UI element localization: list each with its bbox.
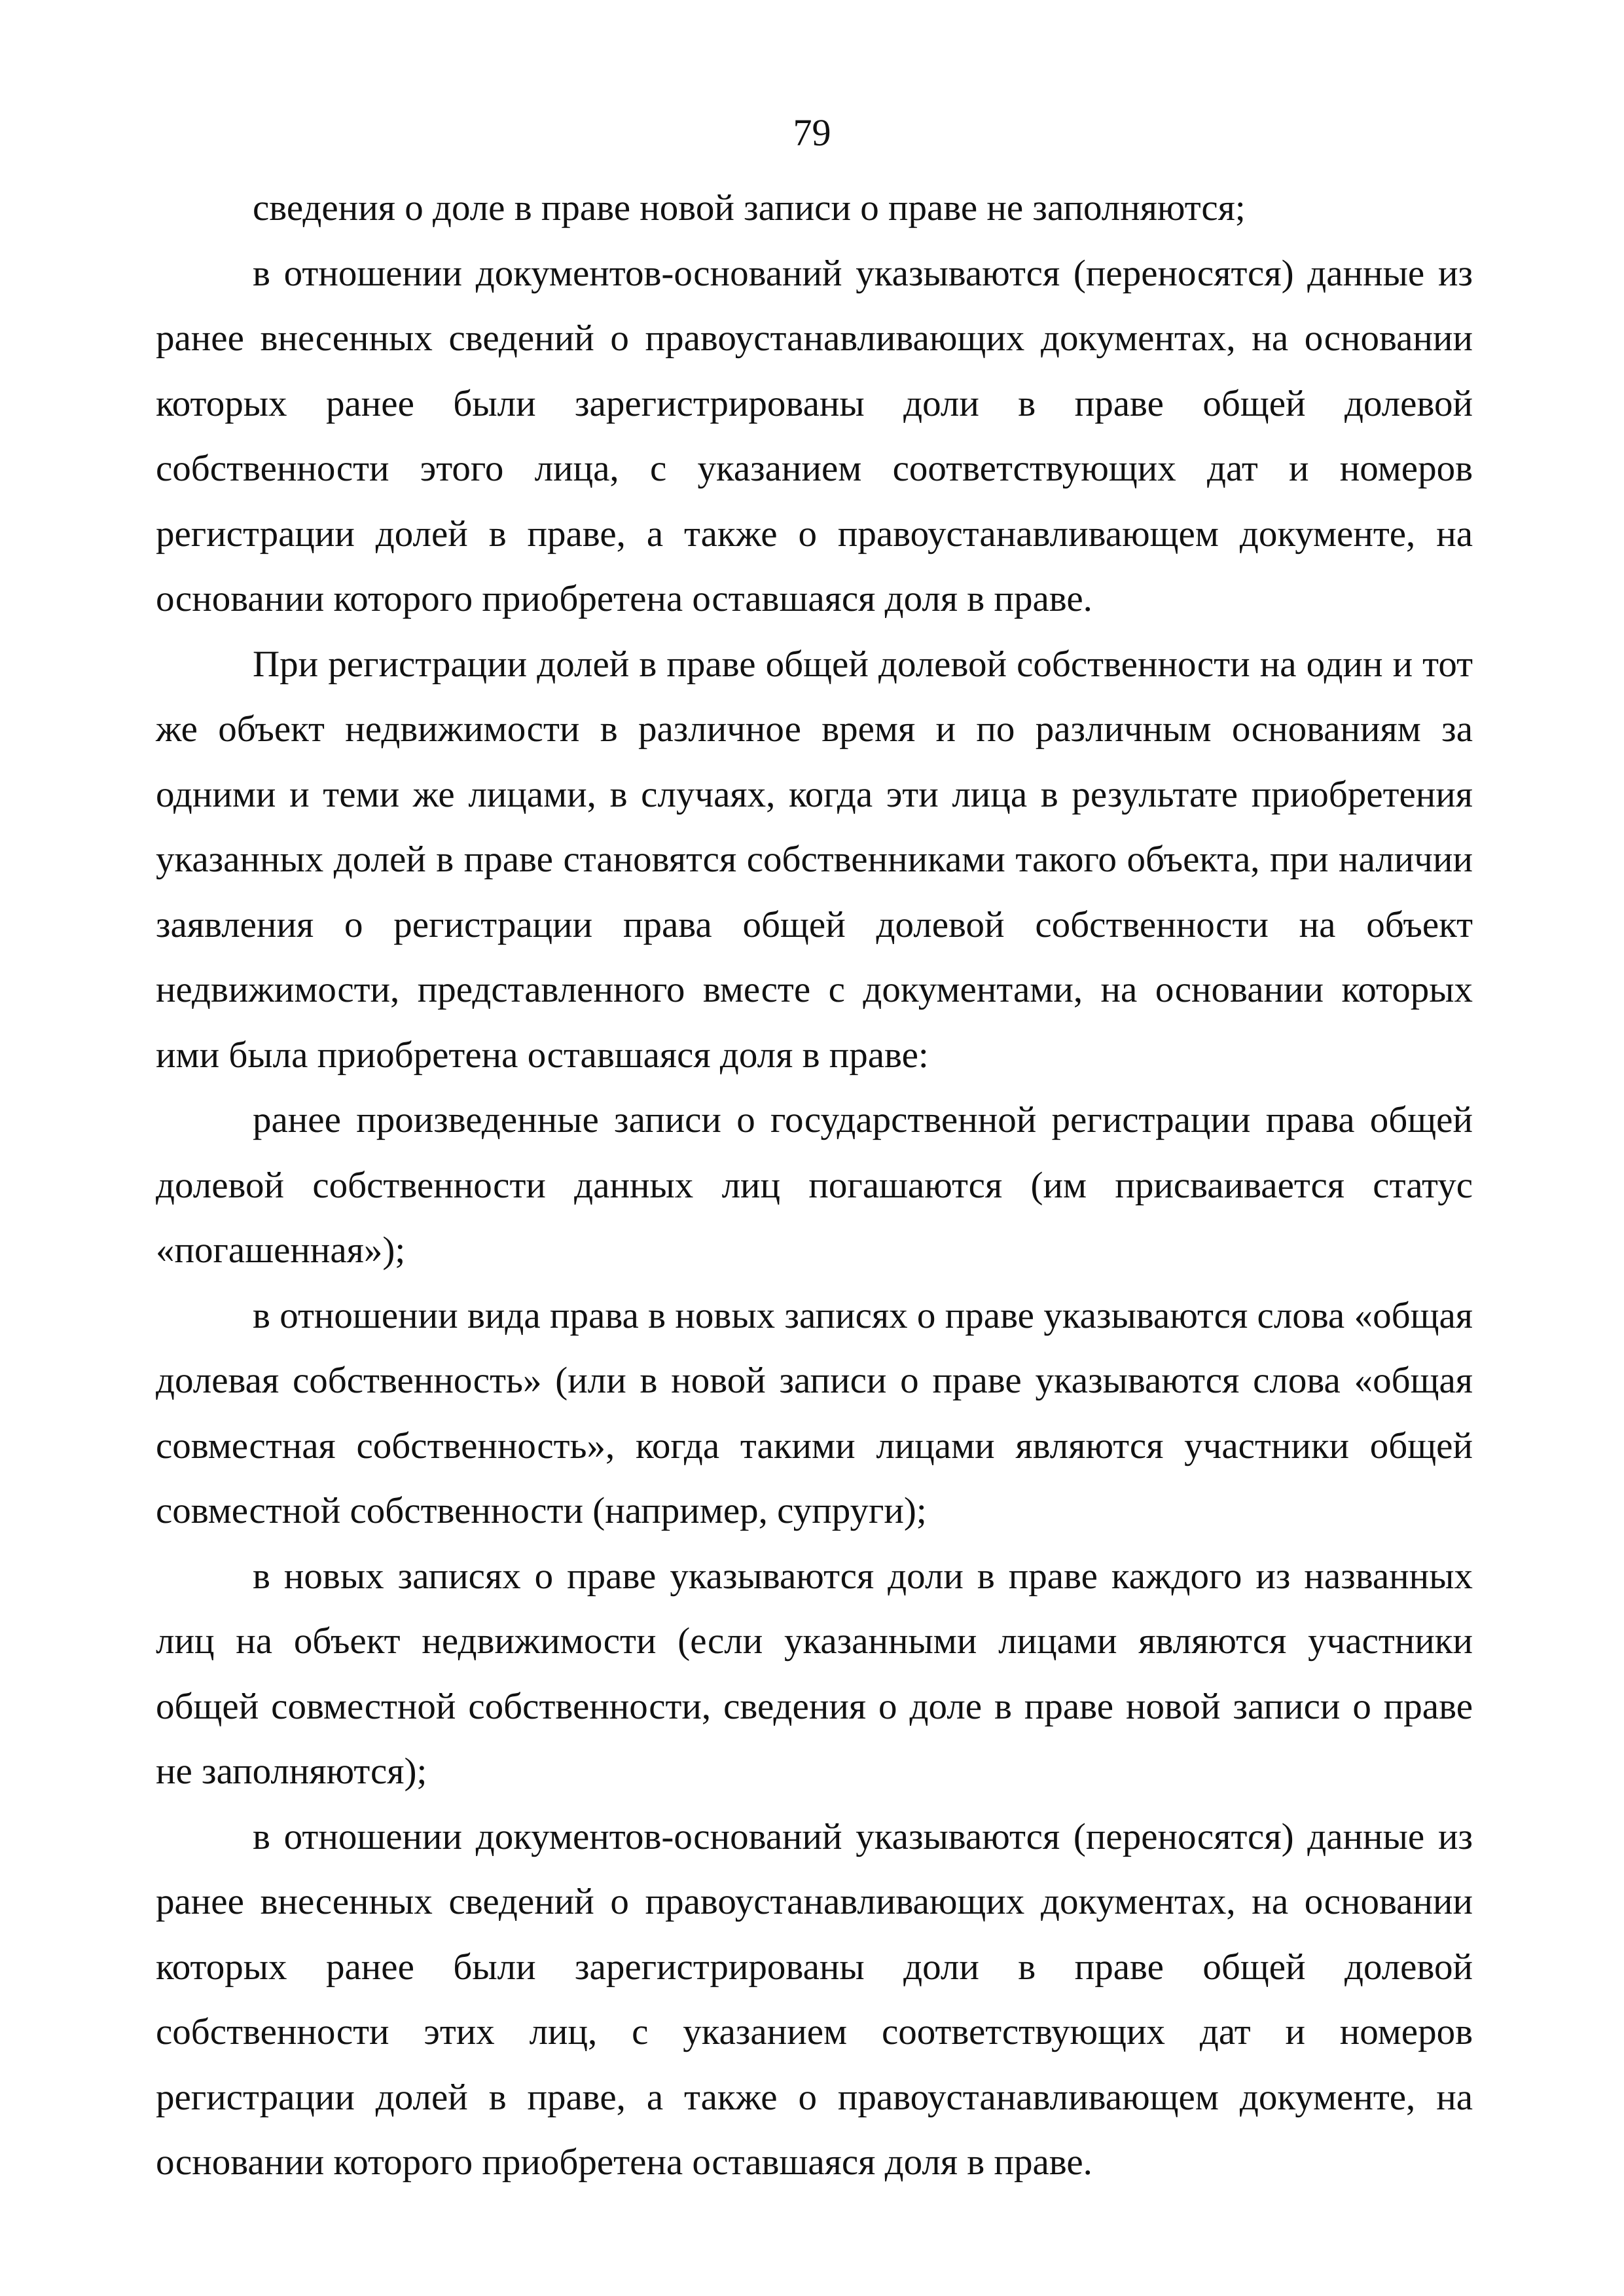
paragraph: в отношении документов-оснований указываются (переносятся) данные из ранее внесенных сведений о правоустанавливающих документах, на основании которых ранее были зарегистрированы доли в праве общей долевой собственности этого лица, с указанием соответствующих дат и номеров регистрации долей в праве, а также о правоустанавливающем документе, на основании которого приобретена оставшаяся доля в праве. [156,252,1473,619]
paragraph: в новых записях о праве указываются доли в праве каждого из названных лиц на объект недвижимости (если указанными лицами являются участники общей совместной собственности, сведения о доле в праве новой записи о праве не заполняются); [156,1555,1473,1792]
paragraph: При регистрации долей в праве общей долевой собственности на один и тот же объект недвижимости в различное время и по различным основаниям за одними и теми же лицами, в случаях, когда эти лица в результате приобретения указанных долей в праве становятся собственниками такого объекта, при наличии заявления о регистрации права общей долевой собственности на объект недвижимости, представленного вместе с документами, на основании которых ими была приобретена оставшаяся доля в праве: [156,643,1473,1076]
paragraph: сведения о доле в праве новой записи о праве не заполняются; [253,187,1246,228]
paragraph: ранее произведенные записи о государственной регистрации права общей долевой собственности данных лиц погашаются (им присваивается статус «погашенная»); [156,1099,1473,1271]
document-body [156,175,1473,2195]
paragraph: в отношении документов-оснований указываются (переносятся) данные из ранее внесенных сведений о правоустанавливающих документах, на основании которых ранее были зарегистрированы доли в праве общей долевой собственности этих лиц, с указанием соответствующих дат и номеров регистрации долей в праве, а также о правоустанавливающем документе, на основании которого приобретена оставшаяся доля в праве. [156,1815,1473,2183]
paragraph: в отношении вида права в новых записях о праве указываются слова «общая долевая собственность» (или в новой записи о праве указываются слова «общая совместная собственность», когда такими лицами являются участники общей совместной собственности (например, супруги); [156,1294,1473,1531]
page-number: 79 [793,111,831,154]
